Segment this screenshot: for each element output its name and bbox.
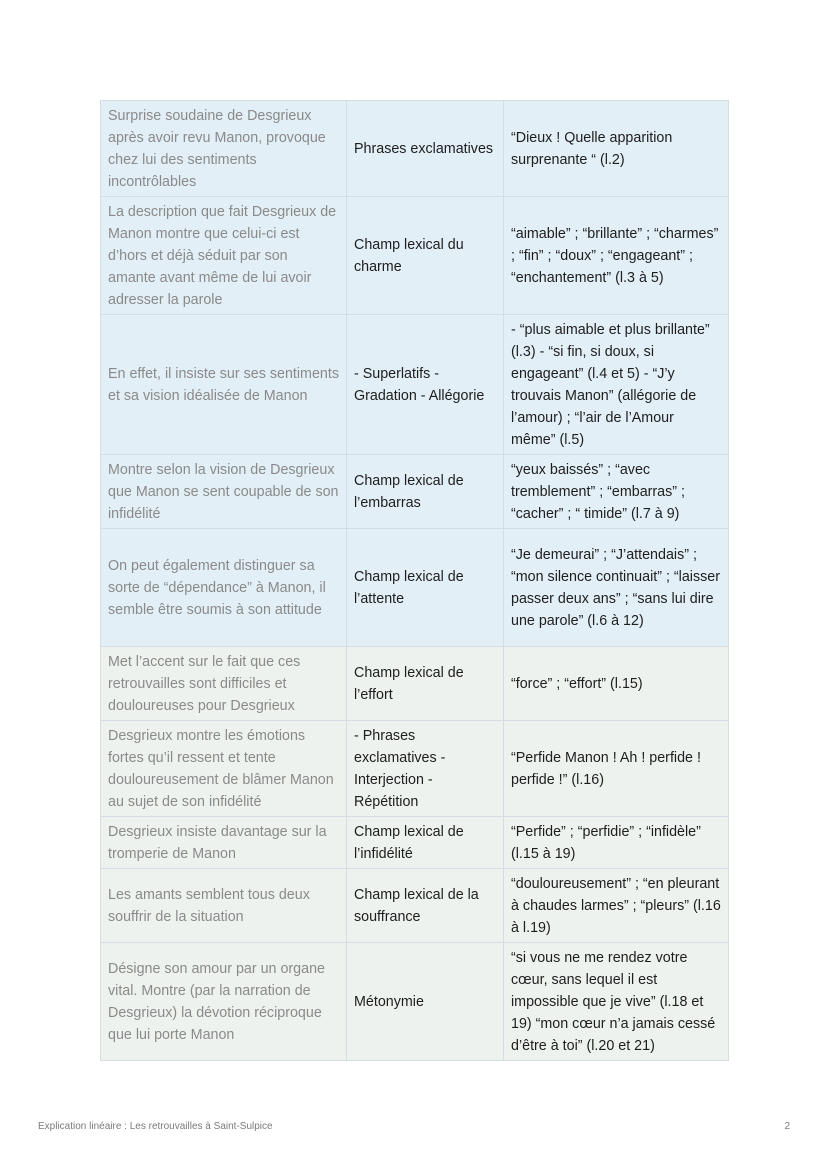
citation-cell: “si vous ne me rendez votre cœur, sans lequel il est impossible que je vive” (l.18 et 19) “mon cœur n’a jamais cessé d’être à toi” (l.20 et 21) xyxy=(504,943,729,1061)
interpretation-cell: La description que fait Desgrieux de Manon montre que celui-ci est d’hors et déjà séduit par son amante avant même de lui avoir adresser la parole xyxy=(101,197,347,315)
procede-cell: Phrases exclamatives xyxy=(347,101,504,197)
interpretation-cell: Met l’accent sur le fait que ces retrouvailles sont difficiles et douloureuses pour Desgrieux xyxy=(101,647,347,721)
analysis-table xyxy=(100,100,729,1061)
interpretation-cell: Surprise soudaine de Desgrieux après avoir revu Manon, provoque chez lui des sentiments incontrôlables xyxy=(101,101,347,197)
interpretation-cell: En effet, il insiste sur ses sentiments et sa vision idéalisée de Manon xyxy=(101,315,347,455)
citation-cell: “aimable” ; “brillante” ; “charmes” ; “fin” ; “doux” ; “engageant” ; “enchantement” (l.3 à 5) xyxy=(504,197,729,315)
table-row xyxy=(101,197,729,315)
citation-cell: “Perfide Manon ! Ah ! perfide ! perfide !” (l.16) xyxy=(504,721,729,817)
procede-cell: Champ lexical de l’attente xyxy=(347,529,504,647)
table-row xyxy=(101,315,729,455)
citation-cell: “douloureusement” ; “en pleurant à chaudes larmes” ; “pleurs” (l.16 à l.19) xyxy=(504,869,729,943)
procede-cell: Champ lexical de la souffrance xyxy=(347,869,504,943)
table-row xyxy=(101,869,729,943)
citation-cell: - “plus aimable et plus brillante” (l.3) - “si fin, si doux, si engageant” (l.4 et 5) - “J’y trouvais Manon” (allégorie de l’amour) ; “l’air de l’Amour même” (l.5) xyxy=(504,315,729,455)
table-row xyxy=(101,817,729,869)
procede-cell: - Phrases exclamatives - Interjection - Répétition xyxy=(347,721,504,817)
procede-cell: - Superlatifs - Gradation - Allégorie xyxy=(347,315,504,455)
interpretation-cell: Desgrieux montre les émotions fortes qu’il ressent et tente douloureusement de blâmer Manon au sujet de son infidélité xyxy=(101,721,347,817)
interpretation-cell: Desgrieux insiste davantage sur la tromperie de Manon xyxy=(101,817,347,869)
interpretation-cell: Désigne son amour par un organe vital. Montre (par la narration de Desgrieux) la dévotion réciproque que lui porte Manon xyxy=(101,943,347,1061)
interpretation-cell: Les amants semblent tous deux souffrir de la situation xyxy=(101,869,347,943)
citation-cell: “yeux baissés” ; “avec tremblement” ; “embarras” ; “cacher” ; “ timide” (l.7 à 9) xyxy=(504,455,729,529)
citation-cell: “Perfide” ; “perfidie” ; “infidèle” (l.15 à 19) xyxy=(504,817,729,869)
table-row xyxy=(101,647,729,721)
table-row xyxy=(101,455,729,529)
procede-cell: Champ lexical de l’effort xyxy=(347,647,504,721)
procede-cell: Champ lexical de l’embarras xyxy=(347,455,504,529)
procede-cell: Champ lexical du charme xyxy=(347,197,504,315)
table-row xyxy=(101,721,729,817)
interpretation-cell: On peut également distinguer sa sorte de “dépendance” à Manon, il semble être soumis à son attitude xyxy=(101,529,347,647)
table-row xyxy=(101,101,729,197)
procede-cell: Champ lexical de l’infidélité xyxy=(347,817,504,869)
footer-title: Explication linéaire : Les retrouvailles à Saint-Sulpice xyxy=(38,1121,273,1132)
citation-cell: “Dieux ! Quelle apparition surprenante “ (l.2) xyxy=(504,101,729,197)
interpretation-cell: Montre selon la vision de Desgrieux que Manon se sent coupable de son infidélité xyxy=(101,455,347,529)
page-number: 2 xyxy=(784,1121,790,1132)
table-row xyxy=(101,529,729,647)
table-row xyxy=(101,943,729,1061)
citation-cell: “Je demeurai” ; “J’attendais” ; “mon silence continuait” ; “laisser passer deux ans” ; “sans lui dire une parole” (l.6 à 12) xyxy=(504,529,729,647)
procede-cell: Métonymie xyxy=(347,943,504,1061)
citation-cell: “force” ; “effort” (l.15) xyxy=(504,647,729,721)
